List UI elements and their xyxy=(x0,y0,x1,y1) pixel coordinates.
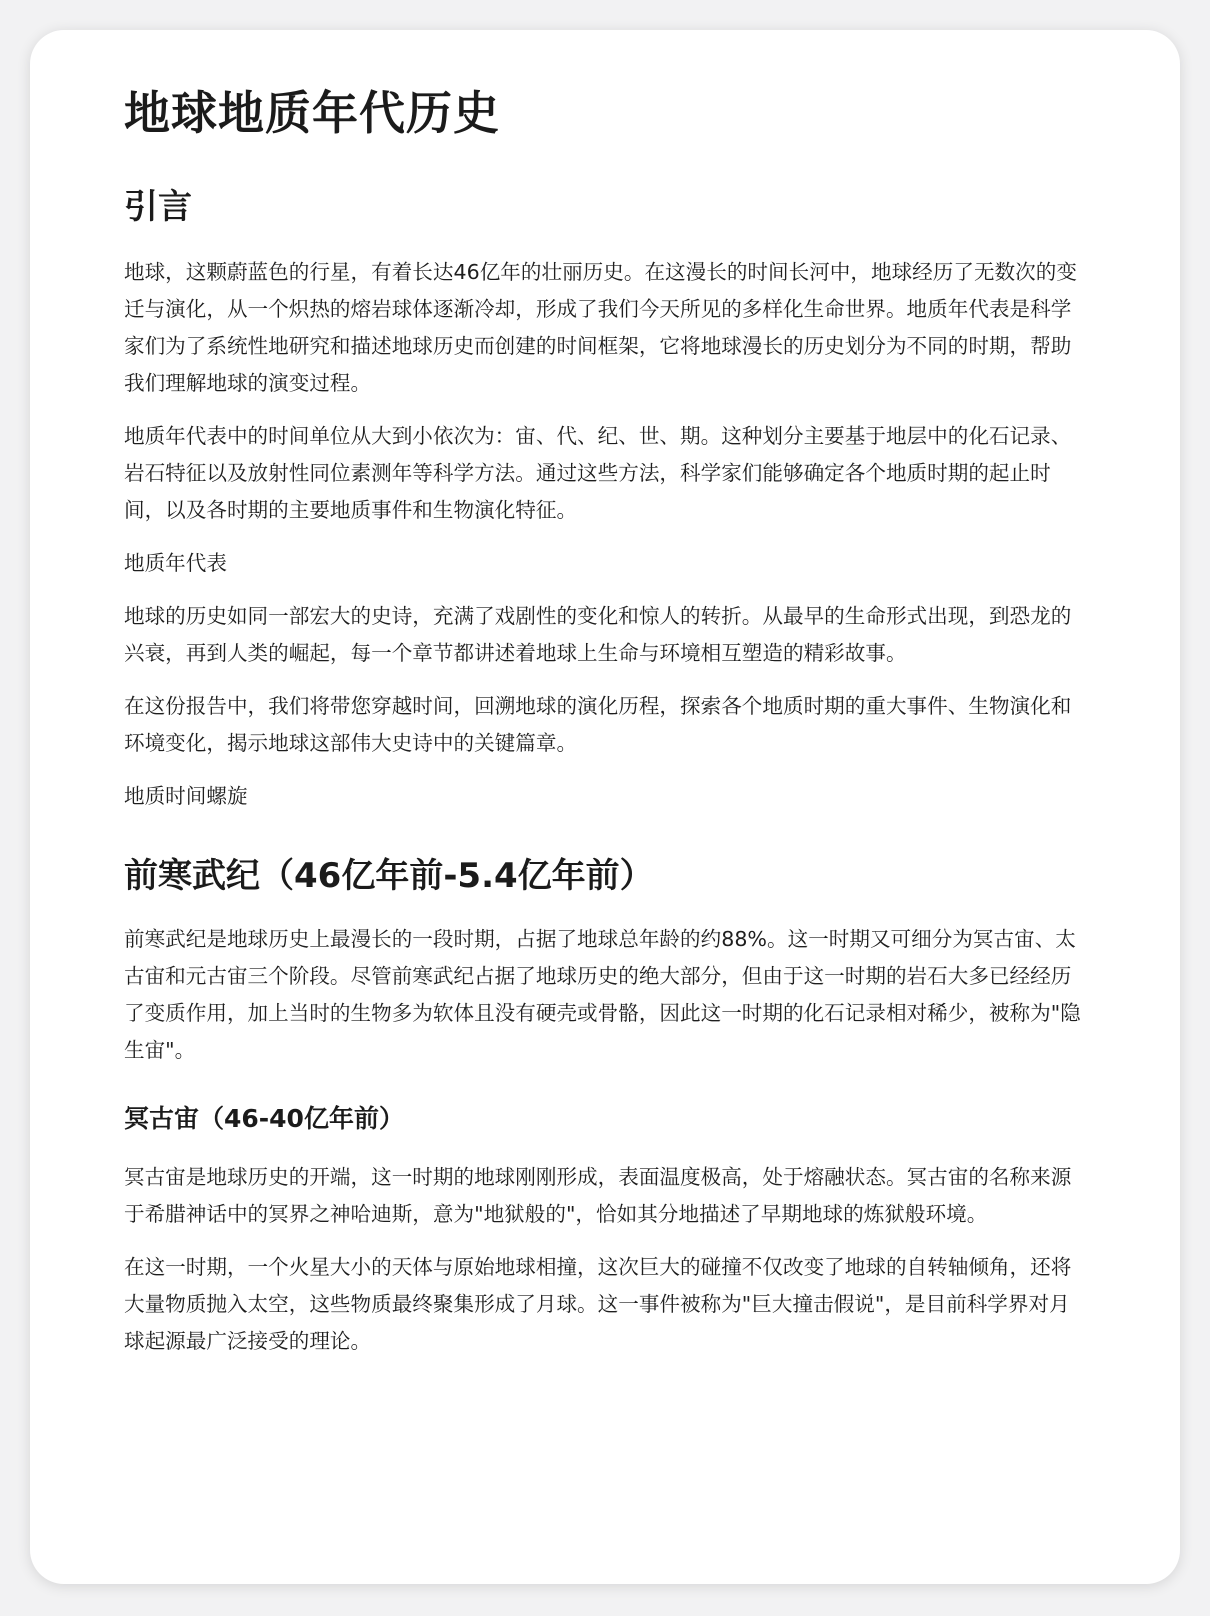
intro-paragraph-2: 地质年代表中的时间单位从大到小依次为：宙、代、纪、世、期。这种划分主要基于地层中的化石记录、岩石特征以及放射性同位素测年等科学方法。通过这些方法，科学家们能够确定各个地质时期的起止时间，以及各时期的主要地质事件和生物演化特征。 xyxy=(124,424,1072,522)
geologic-timescale-label: 地质年代表 xyxy=(124,551,227,575)
hadean-paragraph-1: 冥古宙是地球历史的开端，这一时期的地球刚刚形成，表面温度极高，处于熔融状态。冥古宙的名称来源于希腊神话中的冥界之神哈迪斯，意为"地狱般的"，恰如其分地描述了早期地球的炼狱般环境。 xyxy=(124,1165,1072,1226)
intro-heading: 引言 xyxy=(124,187,192,227)
document-title: 地球地质年代历史 xyxy=(124,86,500,140)
document-content xyxy=(124,82,1084,1360)
intro-paragraph-3: 地球的历史如同一部宏大的史诗，充满了戏剧性的变化和惊人的转折。从最早的生命形式出现，到恐龙的兴衰，再到人类的崛起，每一个章节都讲述着地球上生命与环境相互塑造的精彩故事。 xyxy=(124,604,1072,665)
intro-paragraph-1: 地球，这颗蔚蓝色的行星，有着长达46亿年的壮丽历史。在这漫长的时间长河中，地球经历了无数次的变迁与演化，从一个炽热的熔岩球体逐渐冷却，形成了我们今天所见的多样化生命世界。地质年代表是科学家们为了系统性地研究和描述地球历史而创建的时间框架，它将地球漫长的历史划分为不同的时期，帮助我们理解地球的演变过程。 xyxy=(124,260,1077,395)
intro-paragraph-4: 在这份报告中，我们将带您穿越时间，回溯地球的演化历程，探索各个地质时期的重大事件、生物演化和环境变化，揭示地球这部伟大史诗中的关键篇章。 xyxy=(124,694,1072,755)
geologic-time-spiral-label: 地质时间螺旋 xyxy=(124,784,248,808)
precambrian-paragraph: 前寒武纪是地球历史上最漫长的一段时期，占据了地球总年龄的约88%。这一时期又可细分为冥古宙、太古宙和元古宙三个阶段。尽管前寒武纪占据了地球历史的绝大部分，但由于这一时期的岩石大多已经经历了变质作用，加上当时的生物多为软体且没有硬壳或骨骼，因此这一时期的化石记录相对稀少，被称为"隐生宙"。 xyxy=(124,927,1081,1062)
document-page xyxy=(30,30,1180,1584)
hadean-paragraph-2: 在这一时期，一个火星大小的天体与原始地球相撞，这次巨大的碰撞不仅改变了地球的自转轴倾角，还将大量物质抛入太空，这些物质最终聚集形成了月球。这一事件被称为"巨大撞击假说"，是目前科学界对月球起源最广泛接受的理论。 xyxy=(124,1255,1072,1353)
hadean-heading: 冥古宙（46-40亿年前） xyxy=(124,1104,404,1133)
precambrian-heading: 前寒武纪（46亿年前-5.4亿年前） xyxy=(124,856,654,896)
